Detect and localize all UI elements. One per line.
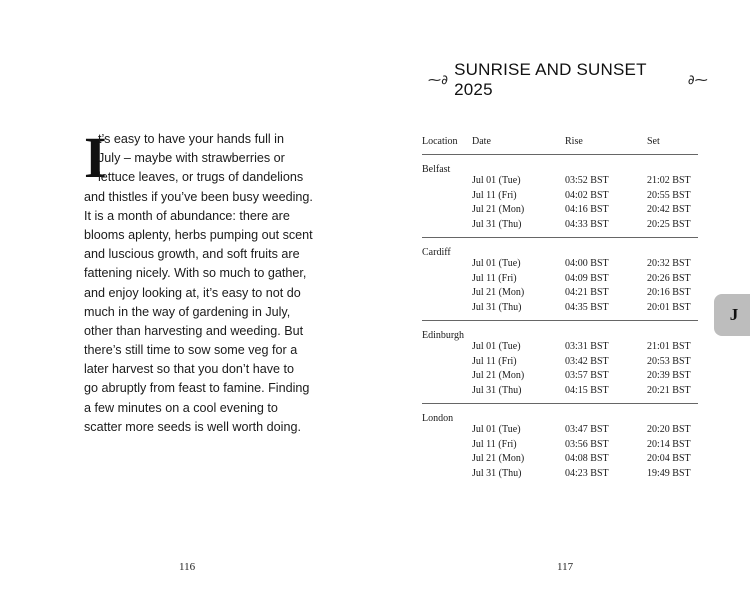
paragraph-line: there’s still time to sow some veg for a [84,343,298,358]
date-cell: Jul 11 (Fri) [472,438,517,450]
date-cell: Jul 01 (Tue) [472,175,521,186]
table-row [422,341,698,356]
table-row [422,287,698,302]
date-cell: Jul 31 (Thu) [472,218,522,230]
table-row [422,219,698,234]
table-row [422,302,698,317]
rise-cell: 03:52 BST [565,175,609,186]
set-cell: 20:20 BST [647,424,691,435]
set-cell: 20:26 BST [647,272,691,284]
rise-cell: 04:33 BST [565,218,609,230]
paragraph-line: and thistles if you’ve been busy weeding. [84,189,313,204]
date-cell: Jul 11 (Fri) [472,189,517,201]
location-row [422,404,698,424]
location-name: Belfast [422,164,451,175]
table-row [422,370,698,385]
set-cell: 20:21 BST [647,384,691,396]
header-date: Date [472,136,491,147]
rise-cell: 03:31 BST [565,341,609,352]
set-cell: 20:42 BST [647,204,691,215]
paragraph-line: later harvest so that you don’t have to [84,362,295,377]
date-cell: Jul 01 (Tue) [472,258,521,269]
set-cell: 20:14 BST [647,438,691,450]
rise-cell: 04:15 BST [565,384,609,396]
table-row [422,190,698,205]
rise-cell: 04:08 BST [565,453,609,464]
location-group [422,155,698,238]
table-row [422,273,698,288]
rise-cell: 04:16 BST [565,204,609,215]
paragraph-line: go abruptly from feast to famine. Finding [84,381,310,396]
date-cell: Jul 21 (Mon) [472,370,525,381]
rise-cell: 04:35 BST [565,301,609,313]
sunrise-sunset-table [422,134,698,486]
set-cell: 20:01 BST [647,301,691,313]
rise-cell: 04:09 BST [565,272,609,284]
set-cell: 20:32 BST [647,258,691,269]
page-title [428,60,708,100]
date-cell: Jul 31 (Thu) [472,467,522,479]
date-cell: Jul 31 (Thu) [472,301,522,313]
header-rise: Rise [565,136,583,147]
date-cell: Jul 31 (Thu) [472,384,522,396]
paragraph-line: July – maybe with strawberries or [98,151,285,166]
rise-cell: 04:23 BST [565,467,609,479]
location-name: Edinburgh [422,330,465,341]
set-cell: 20:39 BST [647,370,691,381]
ornament-left-icon: ⁓∂ [428,72,449,88]
drop-cap: I [84,125,107,190]
location-name: London [422,413,454,424]
page-number-right: 117 [557,561,574,573]
paragraph-line: fattening nicely. With so much to gather, [84,266,307,281]
intro-paragraph [84,125,313,437]
paragraph-line: much in the way of gardening in July, [84,304,291,319]
paragraph-line: t’s easy to have your hands full in [98,132,284,146]
paragraph-line: and luscious growth, and soft fruits are [84,247,300,262]
location-row [422,155,698,175]
rise-cell: 04:02 BST [565,189,609,201]
set-cell: 20:25 BST [647,218,691,230]
table-row [422,453,698,468]
date-cell: Jul 01 (Tue) [472,341,521,352]
table-row [422,385,698,400]
location-group [422,238,698,321]
page-number-left: 116 [179,561,196,573]
table-row [422,356,698,371]
rise-cell: 03:42 BST [565,355,609,367]
set-cell: 20:04 BST [647,453,691,464]
date-cell: Jul 11 (Fri) [472,272,517,284]
table-row [422,439,698,454]
paragraph-line: blooms aplenty, herbs pumping out scent [84,227,313,242]
location-row [422,321,698,341]
rise-cell: 03:56 BST [565,438,609,450]
thumb-index-tab[interactable] [714,294,750,336]
rise-cell: 03:47 BST [565,424,609,435]
set-cell: 20:16 BST [647,287,691,298]
date-cell: Jul 01 (Tue) [472,424,521,435]
paragraph-line: lettuce leaves, or trugs of dandelions [98,170,304,185]
paragraph-line: other than harvesting and weeding. But [84,323,304,338]
header-location: Location [422,136,458,147]
location-group [422,321,698,404]
set-cell: 19:49 BST [647,467,691,479]
table-row [422,468,698,483]
set-cell: 20:55 BST [647,189,691,201]
paragraph-line: scatter more seeds is well worth doing. [84,419,301,434]
rise-cell: 04:00 BST [565,258,609,269]
ornament-right-icon: ∂⁓ [687,72,708,88]
set-cell: 21:02 BST [647,175,691,186]
table-row [422,258,698,273]
date-cell: Jul 11 (Fri) [472,355,517,367]
rise-cell: 04:21 BST [565,287,609,298]
location-name: Cardiff [422,247,451,258]
table-row [422,175,698,190]
date-cell: Jul 21 (Mon) [472,204,525,215]
table-row [422,204,698,219]
thumb-tab-letter: J [729,305,739,324]
table-row [422,424,698,439]
header-set: Set [647,136,660,147]
table-header [422,134,698,155]
paragraph-line: and enjoy looking at, it’s easy to not do [84,285,301,300]
paragraph-line: It is a month of abundance: there are [84,208,290,223]
title-text: SUNRISE AND SUNSET 2025 [454,60,647,99]
set-cell: 21:01 BST [647,341,691,352]
date-cell: Jul 21 (Mon) [472,453,525,464]
set-cell: 20:53 BST [647,355,691,367]
date-cell: Jul 21 (Mon) [472,287,525,298]
location-row [422,238,698,258]
paragraph-line: a few minutes on a cool evening to [84,400,278,415]
location-group [422,404,698,486]
rise-cell: 03:57 BST [565,370,609,381]
table-body [422,155,698,486]
